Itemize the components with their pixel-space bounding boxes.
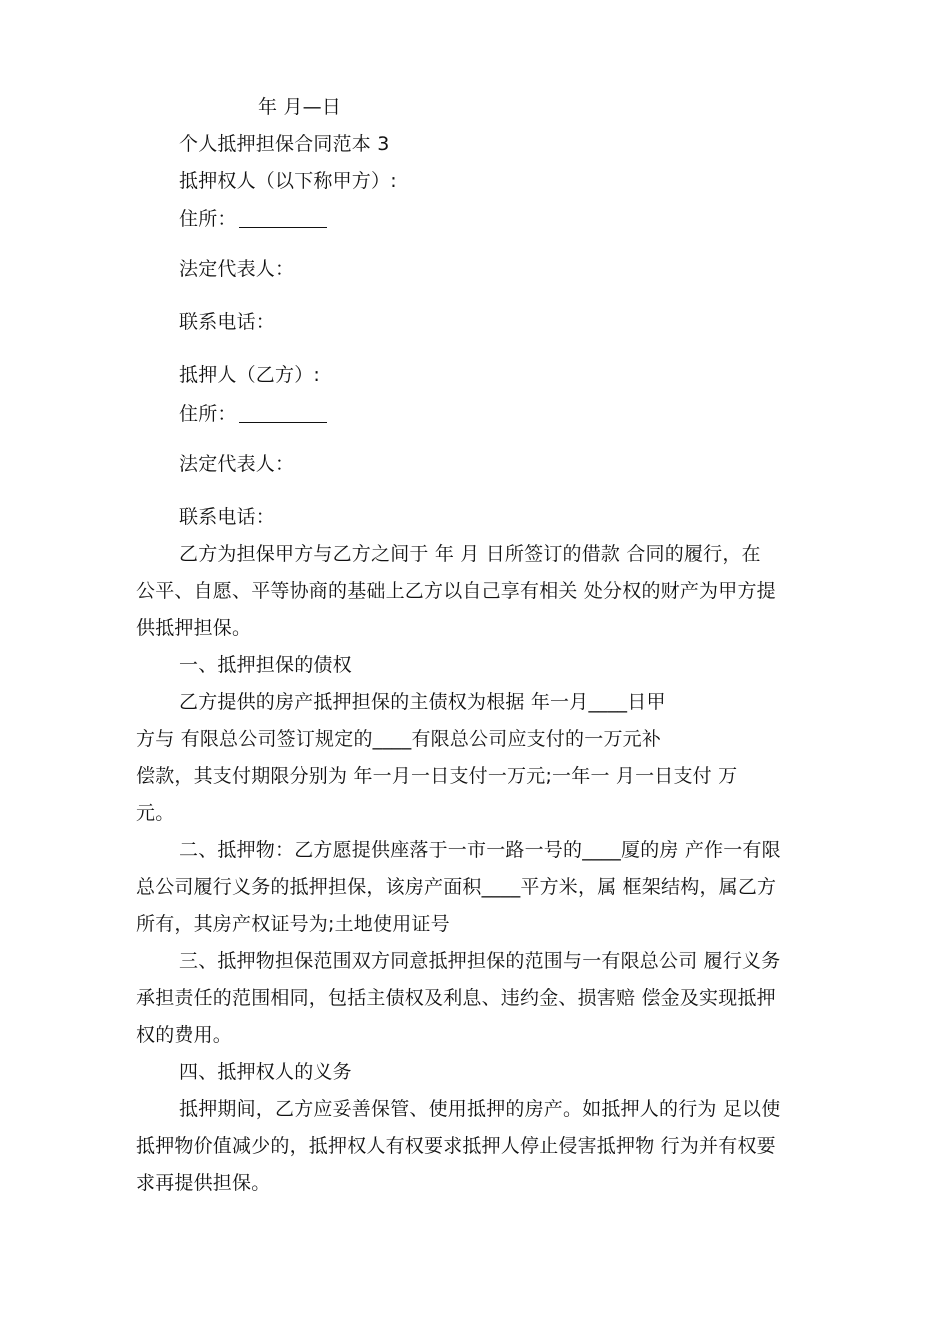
- section-1-line-4: 元。: [136, 802, 175, 824]
- mortgagee-address-field: [179, 206, 829, 232]
- section-4-heading: 四、抵押权人的义务: [179, 1061, 352, 1083]
- section-3-line-3: 权的费用。: [136, 1024, 233, 1046]
- address-label: 住所：: [179, 403, 237, 425]
- section-1-heading: 一、抵押担保的债权: [179, 654, 352, 676]
- mortgagee-label: 抵押权人（以下称甲方）:: [179, 170, 397, 192]
- address-blank: [239, 209, 327, 228]
- mortgagee-representative-label: 法定代表人：: [179, 258, 295, 280]
- mortgagor-representative-label: 法定代表人：: [179, 453, 295, 475]
- address-blank: [239, 404, 327, 423]
- section-4-line-1: 抵押期间，乙方应妥善保管、使用抵押的房产。如抵押人的行为 足以使: [179, 1098, 781, 1120]
- preamble-line-3: 供抵押担保。: [136, 617, 252, 639]
- address-label: 住所：: [179, 208, 237, 230]
- section-4-line-3: 求再提供担保。: [136, 1172, 271, 1194]
- mortgagor-phone-label: 联系电话：: [179, 506, 276, 528]
- mortgagor-label: 抵押人（乙方）:: [179, 364, 321, 386]
- section-3-line-2: 承担责任的范围相同，包括主债权及利息、违约金、损害赔 偿金及实现抵押: [136, 987, 776, 1009]
- date-line: 年 月—日: [258, 96, 342, 118]
- mortgagor-address-field: [179, 401, 829, 427]
- section-2-line-2: 总公司履行义务的抵押担保，该房产面积____平方米，属 框架结构，属乙方: [136, 876, 777, 898]
- contract-title: 个人抵押担保合同范本 3: [179, 133, 390, 155]
- section-1-line-2: 方与 有限总公司签订规定的____有限总公司应支付的一万元补: [136, 728, 662, 750]
- section-2-line-1: 二、抵押物：乙方愿提供座落于一市一路一号的____厦的房 产作一有限: [179, 839, 781, 861]
- mortgagee-phone-label: 联系电话：: [179, 311, 276, 333]
- section-1-line-1: 乙方提供的房产抵押担保的主债权为根据 年一月____日甲: [179, 691, 666, 713]
- section-4-line-2: 抵押物价值减少的，抵押权人有权要求抵押人停止侵害抵押物 行为并有权要: [136, 1135, 776, 1157]
- preamble-line-1: 乙方为担保甲方与乙方之间于 年 月 日所签订的借款 合同的履行，在: [179, 543, 761, 565]
- preamble-line-2: 公平、自愿、平等协商的基础上乙方以自己享有相关 处分权的财产为甲方提: [136, 580, 776, 602]
- section-3-line-1: 三、抵押物担保范围双方同意抵押担保的范围与一有限总公司 履行义务: [179, 950, 781, 972]
- section-1-line-3: 偿款，其支付期限分别为 年一月一日支付一万元;一年一 月一日支付 万: [136, 765, 738, 787]
- section-2-line-3: 所有，其房产权证号为;土地使用证号: [136, 913, 450, 935]
